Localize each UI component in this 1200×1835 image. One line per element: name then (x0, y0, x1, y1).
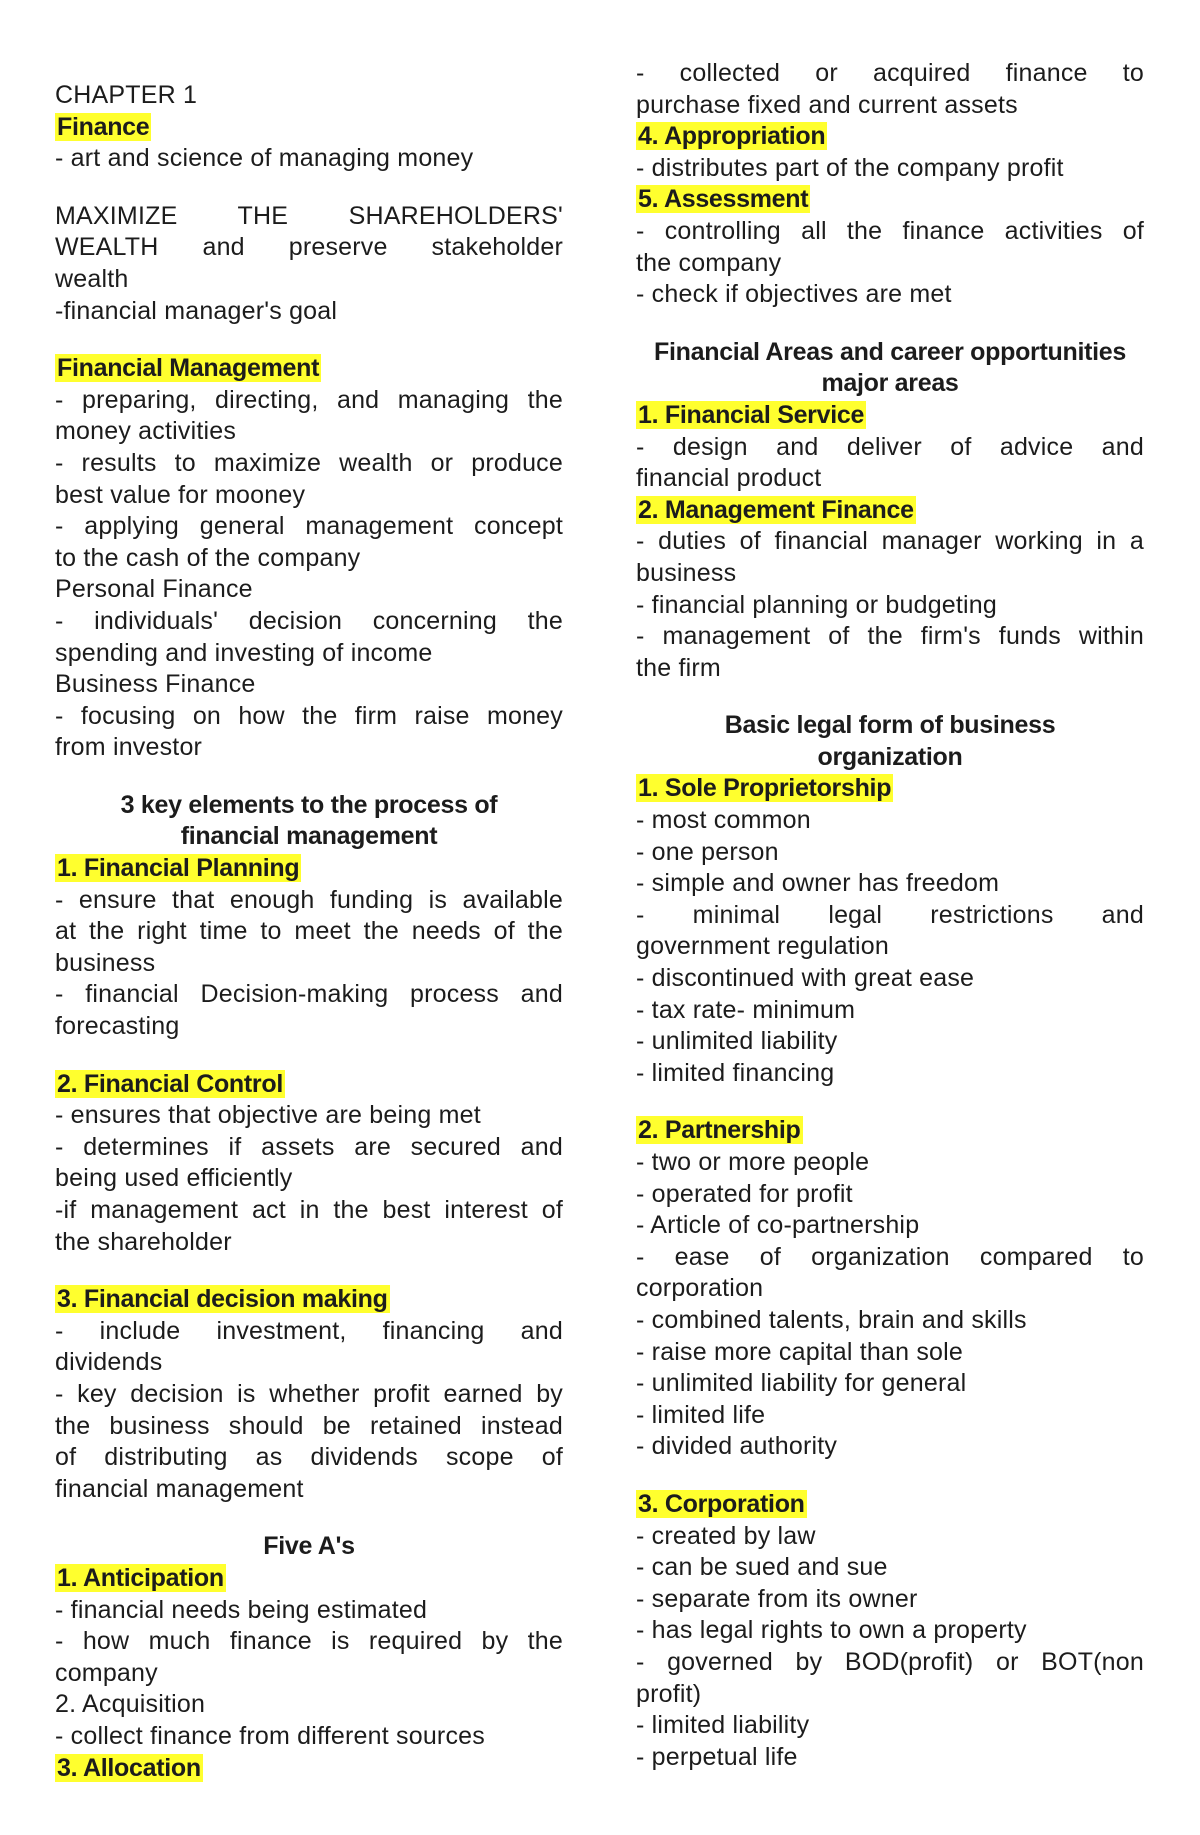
highlighted-heading-text: Finance (57, 112, 150, 141)
paragraph-gap (55, 1258, 563, 1284)
text-line: - Article of co-partnership (636, 1211, 920, 1240)
text-line: - minimal legal restrictions and (636, 900, 1144, 929)
section-heading (55, 1284, 563, 1316)
paragraph-gap (55, 1043, 563, 1069)
text-line: - results to maximize wealth or produce (55, 448, 563, 477)
text-line: - financial planning or budgeting (636, 590, 998, 619)
text-line: - operated for profit (636, 1179, 853, 1208)
text-line: - collected or acquired finance to (636, 59, 1144, 87)
text-line: to the cash of the company (55, 543, 361, 572)
text-line: -if management act in the best interest of (55, 1196, 563, 1224)
text-line: - art and science of managing money (55, 144, 474, 173)
text-line: the shareholder (55, 1227, 232, 1256)
text-line: government regulation (636, 932, 889, 961)
paragraph-gap (636, 684, 1144, 710)
highlighted-heading-text: 3. Financial decision making (57, 1285, 388, 1314)
paragraph-gap (636, 1463, 1144, 1489)
section-heading (636, 400, 1144, 432)
text-line: - duties of financial manager working in a (636, 527, 1144, 556)
highlighted-heading-text: 2. Partnership (638, 1116, 801, 1145)
highlighted-heading-text: 3. Allocation (57, 1753, 201, 1782)
centered-title: Five A's (263, 1532, 355, 1561)
paragraph-gap (636, 1089, 1144, 1115)
text-line: - ensures that objective are being met (55, 1101, 481, 1130)
paragraph-gap (55, 327, 563, 353)
highlighted-heading-text: 5. Assessment (638, 185, 809, 214)
text-line: - how much finance is required by the (55, 1627, 563, 1656)
text-line: - include investment, financing and (55, 1316, 563, 1345)
section-heading (636, 184, 1144, 216)
text-line: money activities (55, 417, 237, 446)
right-column (636, 58, 1144, 1773)
text-line: - combined talents, brain and skills (636, 1305, 1027, 1334)
text-line: - unlimited liability (636, 1027, 838, 1056)
section-heading (636, 1489, 1144, 1521)
text-line: dividends (55, 1348, 163, 1377)
text-line: - limited liability (636, 1711, 810, 1740)
centered-title: financial management (180, 822, 438, 851)
text-line: - one person (636, 837, 779, 866)
text-line: - simple and owner has freedom (636, 869, 1000, 898)
text-line: from investor (55, 733, 203, 762)
text-line: Personal Finance (55, 575, 253, 604)
text-line: the business should be retained instead (55, 1411, 563, 1440)
text-line: best value for mooney (55, 480, 306, 509)
text-line: - unlimited liability for general (636, 1369, 967, 1398)
text-line: - ensure that enough funding is available (55, 885, 563, 914)
section-heading (636, 773, 1144, 805)
text-line: CHAPTER 1 (55, 81, 198, 109)
text-line: - collect finance from different sources (55, 1721, 485, 1750)
text-line: - tax rate- minimum (636, 995, 856, 1024)
paragraph-gap (55, 1505, 563, 1531)
centered-title: organization (817, 742, 963, 771)
text-line: - financial Decision-making process and (55, 980, 563, 1009)
highlighted-heading-text: Financial Management (57, 354, 320, 383)
centered-title: Basic legal form of business (724, 711, 1056, 740)
highlighted-heading-text: 1. Financial Planning (57, 854, 300, 883)
text-line: MAXIMIZE THE SHAREHOLDERS' (55, 201, 563, 230)
text-line: wealth (55, 264, 129, 293)
left-column (55, 80, 563, 1784)
highlighted-heading-text: 1. Sole Proprietorship (638, 774, 892, 803)
text-line: - two or more people (636, 1148, 870, 1176)
text-line: - ease of organization compared to (636, 1242, 1144, 1271)
section-heading (55, 1069, 563, 1101)
text-line: being used efficiently (55, 1164, 293, 1193)
paragraph-gap (55, 175, 563, 201)
text-line: 2. Acquisition (55, 1690, 206, 1719)
text-line: business (55, 948, 156, 977)
text-line: - divided authority (636, 1432, 838, 1461)
section-heading (55, 353, 563, 385)
text-line: - distributes part of the company profit (636, 153, 1064, 182)
highlighted-heading-text: 1. Anticipation (57, 1563, 224, 1592)
text-line: - applying general management concept (55, 512, 563, 541)
text-line: - individuals' decision concerning the (55, 606, 563, 635)
text-line: - controlling all the finance activities of (636, 216, 1144, 245)
text-line: Business Finance (55, 670, 256, 699)
text-line: financial management (55, 1474, 304, 1503)
paragraph-gap (55, 764, 563, 790)
text-line: - governed by BOD(profit) or BOT(non (636, 1647, 1144, 1676)
section-heading (636, 495, 1144, 527)
text-line: forecasting (55, 1012, 180, 1041)
text-line: - has legal rights to own a property (636, 1616, 1027, 1645)
text-line: - created by law (636, 1521, 816, 1550)
text-line: - determines if assets are secured and (55, 1132, 563, 1161)
text-line: - limited life (636, 1400, 766, 1429)
centered-title: 3 key elements to the process of (120, 790, 498, 819)
text-line: - perpetual life (636, 1742, 798, 1771)
highlighted-heading-text: 2. Financial Control (57, 1069, 283, 1098)
text-line: - focusing on how the firm raise money (55, 701, 563, 730)
text-line: at the right time to meet the needs of the (55, 917, 563, 946)
text-line: profit) (636, 1679, 702, 1708)
text-line: business (636, 558, 737, 587)
paragraph-gap (636, 311, 1144, 337)
text-line: - limited financing (636, 1058, 835, 1087)
text-line: the firm (636, 653, 721, 682)
text-line: - check if objectives are met (636, 280, 952, 309)
section-heading (55, 112, 563, 144)
highlighted-heading-text: 4. Appropriation (638, 122, 826, 151)
text-line: corporation (636, 1274, 764, 1303)
text-line: WEALTH and preserve stakeholder (55, 233, 563, 262)
text-line: financial product (636, 464, 822, 493)
section-heading (55, 1753, 563, 1785)
text-line: - most common (636, 806, 811, 835)
highlighted-heading-text: 3. Corporation (638, 1489, 805, 1518)
text-line: - preparing, directing, and managing the (55, 385, 563, 414)
text-line: company (55, 1658, 158, 1687)
text-line: purchase fixed and current assets (636, 90, 1018, 119)
text-line: the company (636, 248, 782, 277)
text-line: - financial needs being estimated (55, 1595, 428, 1624)
centered-title: Financial Areas and career opportunities (654, 337, 1126, 366)
text-line: -financial manager's goal (55, 296, 338, 325)
text-line: - design and deliver of advice and (636, 432, 1144, 461)
section-heading (55, 853, 563, 885)
text-line: spending and investing of income (55, 638, 433, 667)
text-line: - key decision is whether profit earned by (55, 1379, 563, 1408)
text-line: of distributing as dividends scope of (55, 1443, 563, 1472)
text-line: - separate from its owner (636, 1584, 918, 1613)
text-line: - raise more capital than sole (636, 1337, 963, 1366)
highlighted-heading-text: 1. Financial Service (638, 400, 865, 429)
section-heading (636, 1115, 1144, 1147)
text-line: - management of the firm's funds within (636, 622, 1144, 651)
highlighted-heading-text: 2. Management Finance (638, 495, 914, 524)
centered-title: major areas (821, 369, 959, 398)
text-line: - discontinued with great ease (636, 964, 975, 993)
section-heading (636, 121, 1144, 153)
text-line: - can be sued and sue (636, 1553, 888, 1582)
section-heading (55, 1563, 563, 1595)
